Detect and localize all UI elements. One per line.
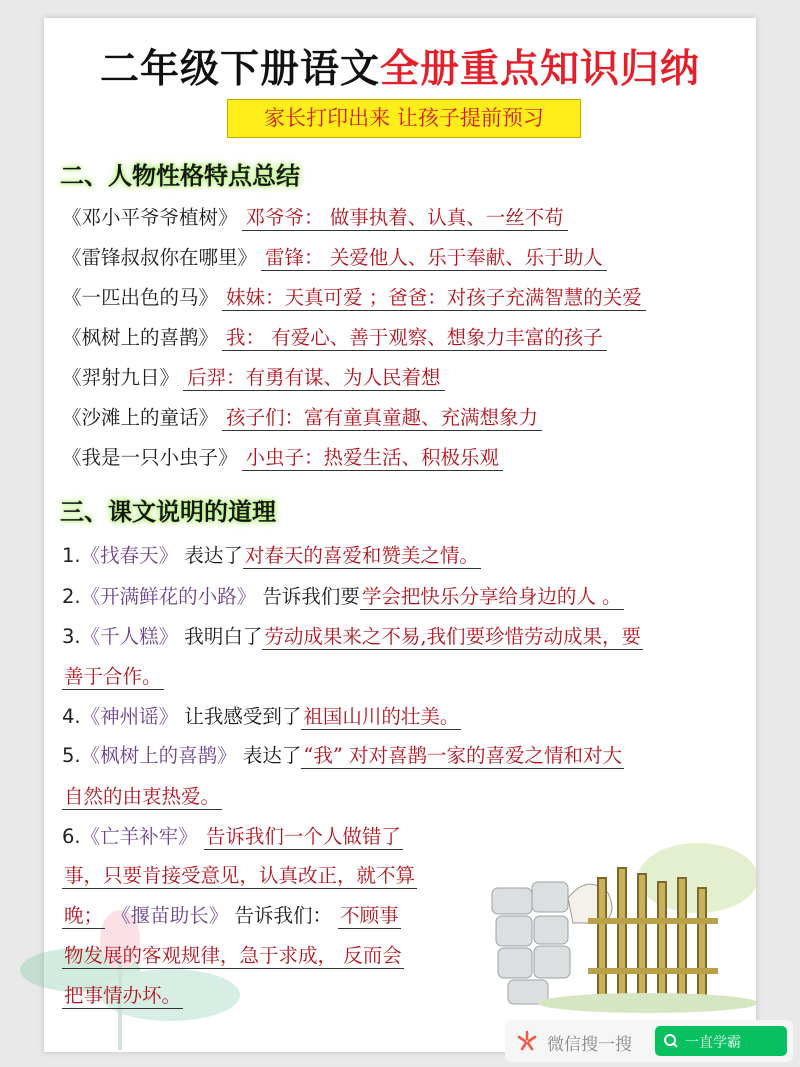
moral-answer: 祖国山川的壮美。	[303, 705, 460, 728]
moral-item-continuation	[62, 941, 404, 971]
trait-row	[62, 443, 503, 473]
moral-answer: 自然的由衷热爱。	[64, 785, 221, 808]
moral-item-continuation	[62, 662, 164, 692]
moral-item	[62, 582, 624, 612]
moral-answer: “我” 对对喜鹊一家的喜爱之情和对大	[303, 744, 622, 767]
item-number: 1.	[62, 544, 81, 567]
trait-row	[62, 283, 646, 313]
item-number: 3.	[62, 625, 81, 648]
moral-item	[62, 822, 403, 852]
moral-item	[62, 622, 643, 652]
moral-item-continuation	[62, 861, 417, 891]
trait-row	[62, 403, 542, 433]
moral-answer: 对春天的喜爱和赞美之情。	[244, 544, 479, 567]
item-number: 5.	[62, 744, 81, 767]
moral-answer: 告诉我们一个人做错了	[205, 825, 401, 848]
trait-row	[62, 323, 607, 353]
lesson-title: 《找春天》	[80, 544, 179, 567]
lesson-title: 《一匹出色的马》	[62, 286, 219, 309]
moral-answer: 把事情办坏。	[64, 984, 182, 1007]
watermark-text: 微信搜一搜	[547, 1035, 632, 1055]
trait-desc: 邓爷爷： 做事执着、认真、一丝不苟	[242, 206, 568, 231]
trait-row	[62, 243, 607, 273]
item-verb: 让我感受到了	[184, 705, 302, 728]
moral-item	[62, 541, 481, 571]
search-icon	[663, 1033, 679, 1049]
lesson-title: 《开满鲜花的小路》	[80, 585, 257, 608]
account-name: 一直学霸	[685, 1035, 741, 1051]
moral-item	[62, 702, 461, 732]
trait-desc: 后羿：有勇有谋、为人民着想	[183, 366, 445, 391]
moral-answer: 善于合作。	[64, 665, 162, 688]
lesson-title: 《亡羊补牢》	[80, 825, 198, 848]
moral-answer: 物发展的客观规律，急于求成， 反而会	[64, 944, 402, 967]
trait-desc: 我： 有爱心、善于观察、想象力丰富的孩子	[222, 326, 607, 351]
wechat-search-logo-icon	[515, 1029, 539, 1053]
item-number: 4.	[62, 705, 81, 728]
lesson-title: 《枫树上的喜鹊》	[62, 326, 219, 349]
trait-row	[62, 203, 568, 233]
item-number: 6.	[62, 825, 81, 848]
trait-desc: 孩子们：富有童真童趣、充满想象力	[222, 406, 542, 431]
moral-item-continuation	[62, 782, 222, 812]
trait-desc: 小虫子：热爱生活、积极乐观	[242, 446, 504, 471]
lesson-title: 《千人糕》	[80, 625, 179, 648]
lesson-title: 《揠苗助长》	[111, 904, 229, 927]
moral-item	[62, 741, 624, 771]
lesson-title: 《神州谣》	[80, 705, 179, 728]
title-part-red: 全册重点知识归纳	[380, 47, 701, 92]
item-verb: 我明白了	[184, 625, 263, 648]
lesson-title: 《我是一只小虫子》	[62, 446, 238, 469]
item-verb: 告诉我们要	[262, 585, 360, 608]
moral-answer: 不顾事	[340, 904, 399, 927]
title-part-black: 二年级下册语文	[99, 47, 380, 92]
moral-answer: 事，只要肯接受意见，认真改正，就不算	[64, 864, 416, 887]
moral-item-continuation	[62, 901, 401, 931]
moral-answer: 晚；	[64, 904, 104, 927]
trait-row	[62, 363, 445, 393]
account-search-badge[interactable]	[655, 1026, 787, 1056]
subtitle-banner: 家长打印出来 让孩子提前预习	[227, 99, 581, 138]
moral-answer: 劳动成果来之不易,我们要珍惜劳动成果，要	[264, 625, 642, 648]
moral-item-continuation	[62, 981, 183, 1011]
moral-answer: 学会把快乐分享给身边的人 。	[361, 585, 622, 608]
lesson-title: 《羿射九日》	[62, 366, 180, 389]
lesson-title: 《邓小平爷爷植树》	[62, 206, 238, 229]
item-verb: 表达了	[184, 544, 243, 567]
item-verb: 告诉我们：	[234, 904, 332, 927]
lesson-title: 《枫树上的喜鹊》	[80, 744, 237, 767]
section-heading-lesson-morals: 三、课文说明的道理	[60, 498, 276, 526]
wechat-search-watermark	[505, 1020, 793, 1062]
lesson-title: 《沙滩上的童话》	[62, 406, 219, 429]
trait-desc: 妹妹：天真可爱 ；爸爸：对孩子充满智慧的关爱	[222, 286, 646, 311]
item-number: 2.	[62, 585, 81, 608]
page-title	[0, 38, 800, 94]
trait-desc: 雷锋： 关爱他人、乐于奉献、乐于助人	[261, 246, 607, 271]
lesson-title: 《雷锋叔叔你在哪里》	[62, 246, 258, 269]
section-heading-character-traits: 二、人物性格特点总结	[60, 162, 300, 190]
item-verb: 表达了	[242, 744, 302, 767]
sheep-pen-illustration	[488, 838, 756, 1013]
